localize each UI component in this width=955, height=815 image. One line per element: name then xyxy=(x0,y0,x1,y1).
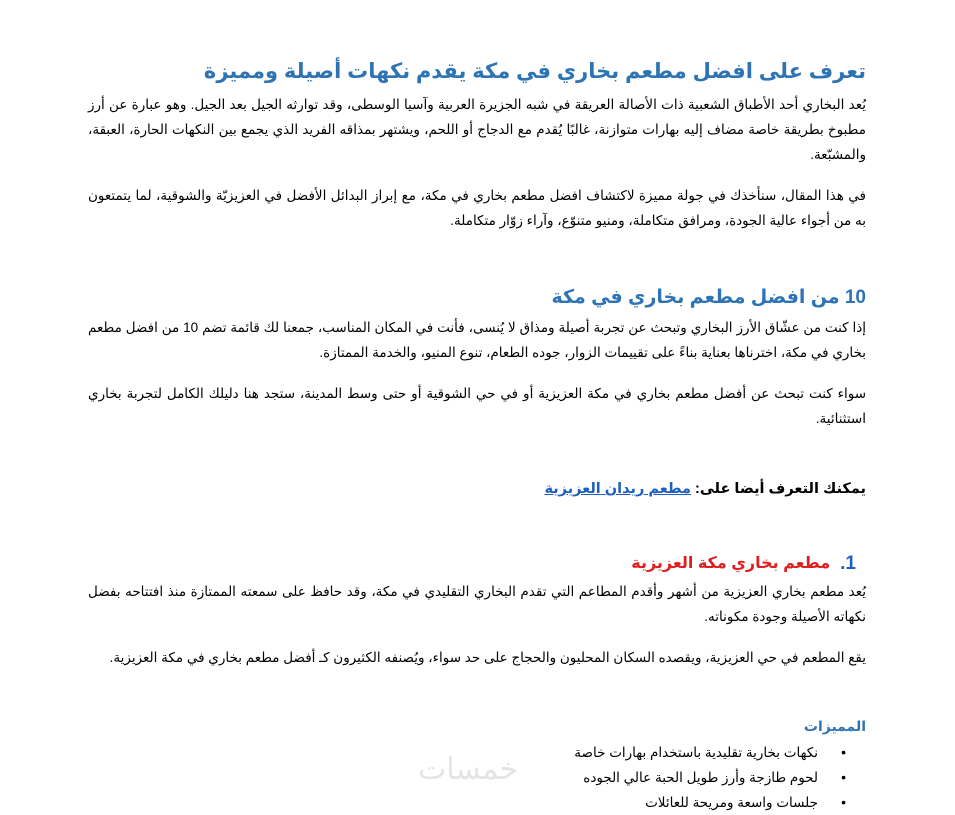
top10-paragraph-1: إذا كنت من عشّاق الأرز البخاري وتبحث عن تجربة أصيلة ومذاق لا يُنسى، فأنت في المكان المناسب، جمعنا لك قائمة تضم 10 من افضل مطعم بخاري في مكة، اخترناها بعناية بناءً على تقييمات الزوار، جوده الطعام، تنوع المنيو، والخدمة الممتازة. xyxy=(88,320,866,360)
list-item: • لحوم طازجة وأرز طويل الحبة عالي الجوده xyxy=(88,765,818,790)
intro-paragraph-1: يُعد البخاري أحد الأطباق الشعبية ذات الأصالة العريقة في شبه الجزيرة العربية وآسيا الوسطى، وقد توارثه الجيل بعد الجيل. وهو عبارة عن أرز مطبوخ بطريقة خاصة مضاف إليه بهارات متوازنة، غالبًا يُقدم مع الدجاج أو اللحم، ويشتهر بمذاقه الفريد الذي يجمع بين النكهات الحارة، العبقة، والمشبّعة. xyxy=(88,97,866,162)
watermark-logo: خمسات xyxy=(418,752,519,787)
item-1-paragraph-1: يُعد مطعم بخاري العزيزية من أشهر وأقدم المطاعم التي تقدم البخاري التقليدي في مكة، وقد حافظ على سمعته الممتازة منذ افتتاحه بفضل نكهاته الأصيلة وجودة مكوناته. xyxy=(88,584,866,624)
spacer xyxy=(88,501,866,551)
item-1-title xyxy=(88,551,856,577)
see-also xyxy=(88,477,866,501)
see-also-label: يمكنك التعرف أيضا على: xyxy=(695,481,866,497)
see-also-link[interactable]: مطعم ريدان العزيزية xyxy=(544,481,691,497)
intro-paragraph-2: في هذا المقال، سنأخذك في جولة مميزة لاكتشاف افضل مطعم بخاري في مكة، مع إبراز البدائل الأفضل في العزيزيّة والشوقية، لما يتمتعون به من أجواء عالية الجودة، ومرافق متكاملة، ومنيو متنوّع، وآراء زوّار متكاملة. xyxy=(88,188,866,228)
article-title: تعرف على افضل مطعم بخاري في مكة يقدم نكهات أصيلة ومميزة xyxy=(203,60,866,83)
top10-heading: 10 من افضل مطعم بخاري في مكة xyxy=(551,287,866,308)
item-1-number: 1. xyxy=(840,553,856,574)
item-1-name: مطعم بخاري مكة العزيزية xyxy=(631,555,831,572)
top10-paragraph-2: سواء كنت تبحث عن أفضل مطعم بخاري في مكة العزيزية أو في حي الشوقية أو حتى وسط المدينة، ستجد هنا دليلك الكامل لتجربة بخاري استثنائية. xyxy=(88,386,866,426)
list-item: • نكهات بخارية تقليدية باستخدام بهارات خاصة xyxy=(88,740,818,765)
item-1-paragraph-2: يقع المطعم في حي العزيزية، ويقصده السكان المحليون والحجاج على حد سواء، ويُصنفه الكثيرون كـ أفضل مطعم بخاري في مكة العزيزية. xyxy=(109,650,866,665)
article-body xyxy=(88,58,866,815)
list-item: • جلسات واسعة ومريحة للعائلات xyxy=(88,790,818,815)
features-heading: المميزات xyxy=(803,718,866,734)
